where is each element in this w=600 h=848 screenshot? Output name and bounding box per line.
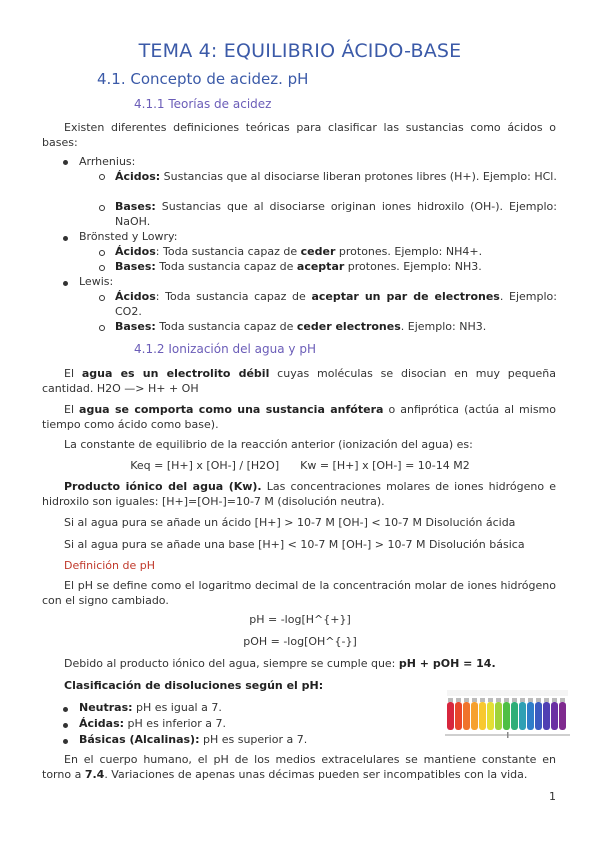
ph-vial xyxy=(543,702,550,730)
theory-lewis: Lewis: xyxy=(79,275,114,288)
ph-vial-cap xyxy=(544,698,549,702)
p9-text: En el cuerpo humano, el pH de los medios extracelulares se mantiene constante en torno a xyxy=(42,753,556,781)
ph-scale-illustration xyxy=(445,688,570,740)
ph-vial-cap xyxy=(472,698,477,702)
theory-arrhenius: Arrhenius: xyxy=(79,155,136,168)
ph-vial xyxy=(495,702,502,730)
ph-vial-cap xyxy=(552,698,557,702)
ph-vial-cap xyxy=(560,698,565,702)
p9-text-end: . Variaciones de apenas unas décimas pueden ser incompatibles con la vida. xyxy=(104,768,528,781)
classification-title-text: Clasificación de disoluciones según el pH: xyxy=(64,679,324,692)
p4-text: Las concentraciones molares de iones hidrógeno e hidroxilo son iguales: [H+]=[OH-]=10-7 M (disolución neutra). xyxy=(42,480,556,508)
p1-text-end: cuyas moléculas se disocian en muy pequeña cantidad. H2O —> H+ + OH xyxy=(42,367,556,395)
p2-text-end: o anfiprótica (actúa al mismo tiempo como ácido como base). xyxy=(42,403,556,431)
equation-poh: pOH = -log[OH^{-}] xyxy=(243,635,357,648)
paragraph-equilibrium-constant: La constante de equilibrio de la reacción anterior (ionización del agua) es: xyxy=(64,438,473,451)
bullet-icon xyxy=(63,723,68,728)
sub-bullet-icon xyxy=(99,295,105,301)
lewis-acid-definition xyxy=(115,289,557,319)
ph-vial xyxy=(559,702,566,730)
paragraph-acid-solution: Si al agua pura se añade un ácido [H+] > 10-7 M [OH-] < 10-7 M Disolución ácida xyxy=(64,516,516,529)
bronsted-base-label: Bases: xyxy=(115,260,156,273)
arrhenius-base-text: Sustancias que al disociarse originan iones hidroxilo (OH-). Ejemplo: NaOH. xyxy=(115,200,557,228)
ph-vial-cap xyxy=(488,698,493,702)
paragraph-ph-poh-sum xyxy=(64,656,496,671)
ph-vial-cap xyxy=(496,698,501,702)
intro-paragraph: Existen diferentes definiciones teóricas para clasificar las sustancias como ácidos o bases: xyxy=(42,121,556,149)
lewis-base-key: ceder electrones xyxy=(296,320,401,333)
ph-scale-header xyxy=(447,690,568,696)
ph-vial xyxy=(487,702,494,730)
page-number: 1 xyxy=(549,790,556,803)
class-acidic xyxy=(79,716,226,731)
ph-vial-cap xyxy=(504,698,509,702)
bronsted-base-example: protones. Ejemplo: NH3. xyxy=(344,260,482,273)
lewis-base-label: Bases: xyxy=(115,320,156,333)
sub-bullet-icon xyxy=(99,250,105,256)
lewis-base-definition xyxy=(115,319,557,334)
bullet-icon xyxy=(63,160,68,165)
arrhenius-base-label: Bases: xyxy=(115,200,156,213)
lewis-acid-label: Ácidos xyxy=(115,290,156,303)
ph-vial xyxy=(447,702,454,730)
bullet-icon xyxy=(63,236,68,241)
sub-bullet-icon xyxy=(99,265,105,271)
ph-vial-cap xyxy=(448,698,453,702)
p2-bold: agua se comporta como una sustancia anfótera xyxy=(79,403,384,416)
ph-vial-cap xyxy=(480,698,485,702)
ph-vial-cap xyxy=(456,698,461,702)
bronsted-acid-definition xyxy=(115,244,557,259)
bronsted-acid-text: : Toda sustancia capaz de xyxy=(155,245,301,258)
arrhenius-base-definition xyxy=(115,199,557,229)
equation-ph: pH = -log[H^{+}] xyxy=(249,613,351,626)
lewis-acid-text: : Toda sustancia capaz de xyxy=(155,290,312,303)
class-basic-label: Básicas (Alcalinas): xyxy=(79,733,200,746)
ph-vial-cap xyxy=(536,698,541,702)
ph-vial-cap xyxy=(528,698,533,702)
arrhenius-acid-label: Ácidos: xyxy=(115,170,161,183)
class-basic xyxy=(79,732,307,747)
bronsted-acid-key: ceder xyxy=(300,245,336,258)
document-title: TEMA 4: EQUILIBRIO ÁCIDO-BASE xyxy=(138,40,462,62)
ph-vial xyxy=(463,702,470,730)
class-neutral-label: Neutras: xyxy=(79,701,133,714)
paragraph-amphoteric xyxy=(42,402,556,432)
lewis-base-text: Toda sustancia capaz de xyxy=(155,320,297,333)
p9-bold: 7.4 xyxy=(84,768,105,781)
class-neutral xyxy=(79,700,222,715)
bronsted-acid-example: protones. Ejemplo: NH4+. xyxy=(335,245,483,258)
p2-text: El xyxy=(64,403,80,416)
class-basic-text: pH es superior a 7. xyxy=(199,733,308,746)
theory-bronsted: Brönsted y Lowry: xyxy=(79,230,178,243)
ph-vial xyxy=(471,702,478,730)
sub-bullet-icon xyxy=(99,174,105,180)
definition-ph-heading: Definición de pH xyxy=(64,559,155,572)
ph-vial xyxy=(511,702,518,730)
paragraph-human-body-ph xyxy=(42,752,556,782)
bronsted-base-key: aceptar xyxy=(296,260,345,273)
bullet-icon xyxy=(63,707,68,712)
bullet-icon xyxy=(63,281,68,286)
classification-title xyxy=(64,678,323,693)
bullet-icon xyxy=(63,739,68,744)
p1-bold: agua es un electrolito débil xyxy=(81,367,270,380)
ph-vial xyxy=(519,702,526,730)
bronsted-base-text: Toda sustancia capaz de xyxy=(155,260,297,273)
ph-vial-cap xyxy=(464,698,469,702)
class-acidic-text: pH es inferior a 7. xyxy=(124,717,227,730)
paragraph-ph-definition: El pH se define como el logaritmo decimal de la concentración molar de iones hidrógeno con el signo cambiado. xyxy=(42,579,556,607)
subsection-heading-theories: 4.1.1 Teorías de acidez xyxy=(134,97,272,111)
sub-bullet-icon xyxy=(99,205,105,211)
ph-scale-neutral-mark xyxy=(507,732,509,738)
ph-vial xyxy=(455,702,462,730)
ph-vial xyxy=(527,702,534,730)
ph-vial xyxy=(503,702,510,730)
ph-vial xyxy=(551,702,558,730)
sub-bullet-icon xyxy=(99,325,105,331)
paragraph-ionic-product xyxy=(42,479,556,509)
ph-vial xyxy=(535,702,542,730)
p8-bold: pH + pOH = 14. xyxy=(398,657,496,670)
ph-vial-cap xyxy=(520,698,525,702)
bronsted-base-definition xyxy=(115,259,557,274)
lewis-acid-example: . Ejemplo: CO2. xyxy=(115,290,557,318)
class-acidic-label: Ácidas: xyxy=(79,717,125,730)
arrhenius-acid-text: Sustancias que al disociarse liberan protones libres (H+). Ejemplo: HCl. xyxy=(160,170,557,183)
ph-vial-cap xyxy=(512,698,517,702)
lewis-base-example: . Ejemplo: NH3. xyxy=(400,320,487,333)
ph-vial xyxy=(479,702,486,730)
bronsted-acid-label: Ácidos xyxy=(115,245,156,258)
subsection-heading-ionization: 4.1.2 Ionización del agua y pH xyxy=(134,342,316,356)
section-heading: 4.1. Concepto de acidez. pH xyxy=(97,70,309,88)
paragraph-basic-solution: Si al agua pura se añade una base [H+] < 10-7 M [OH-] > 10-7 M Disolución básica xyxy=(64,538,525,551)
p1-text: El xyxy=(64,367,82,380)
equation-kw: Keq = [H+] x [OH-] / [H2O] Kw = [H+] x [OH-] = 10-14 M2 xyxy=(130,459,470,472)
class-neutral-text: pH es igual a 7. xyxy=(132,701,222,714)
lewis-acid-key: aceptar un par de electrones xyxy=(311,290,500,303)
paragraph-weak-electrolyte xyxy=(42,366,556,396)
p8-text: Debido al producto iónico del agua, siempre se cumple que: xyxy=(64,657,399,670)
arrhenius-acid-definition xyxy=(115,169,557,184)
p4-bold: Producto iónico del agua (Kw). xyxy=(64,480,262,493)
